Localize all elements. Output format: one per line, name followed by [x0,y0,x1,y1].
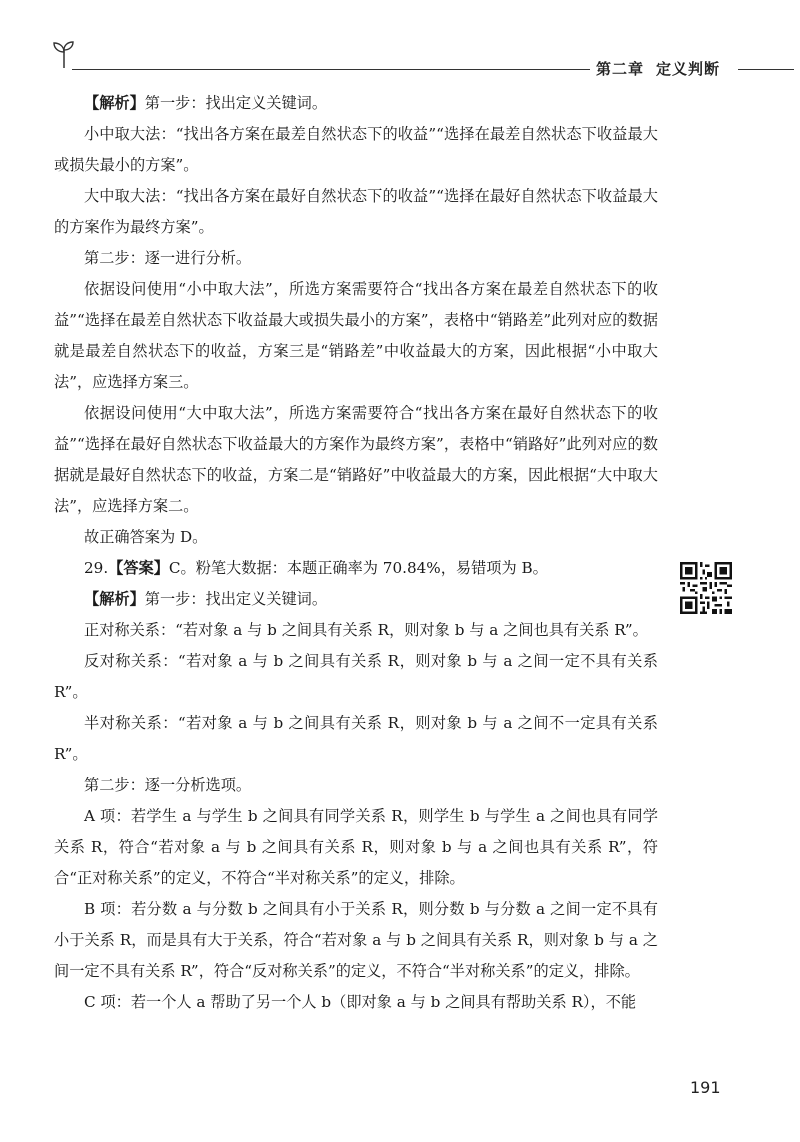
page-number: 191 [690,1078,721,1097]
paragraph-text: C。粉笔大数据：本题正确率为 70.84%，易错项为 B。 [168,559,548,577]
chapter-number: 第二章 [596,60,645,78]
paragraph: B 项：若分数 a 与分数 b 之间具有小于关系 R，则分数 b 与分数 a 之间一定不具有小于关系 R，而是具有大于关系，符合“若对象 a 与 b 之间具有关系 R，则对象 b 与 a 之间一定不具有关系 R”，符合“反对称关系”的定义，不符合“半对称关系”的定义，排除。 [54,900,658,980]
section-name: 定义判断 [656,60,721,78]
paragraph: 反对称关系：“若对象 a 与 b 之间具有关系 R，则对象 b 与 a 之间一定不具有关系 R”。 [54,652,658,701]
paragraph: 故正确答案为 D。 [84,528,208,546]
header-rule-left [72,69,590,70]
paragraph: 依据设问使用“小中取大法”，所选方案需要符合“找出各方案在最差自然状态下的收益”“选择在最差自然状态下收益最大或损失最小的方案”，表格中“销路差”此列对应的数据就是最差自然状态下的收益，方案三是“销路差”中收益最大的方案，因此根据“小中取大法”，应选择方案三。 [54,280,658,391]
sprout-icon [52,40,76,70]
paragraph: 第二步：逐一进行分析。 [84,249,252,267]
paragraph: 半对称关系：“若对象 a 与 b 之间具有关系 R，则对象 b 与 a 之间不一定具有关系 R”。 [54,714,658,763]
page-header [0,0,800,90]
qr-code-icon[interactable] [680,562,732,614]
paragraph [54,88,658,119]
paragraph: 第二步：逐一分析选项。 [84,776,252,794]
chapter-title [596,58,720,79]
paragraph: A 项：若学生 a 与学生 b 之间具有同学关系 R，则学生 b 与学生 a 之间也具有同学关系 R，符合“若对象 a 与 b 之间具有关系 R，则对象 b 与 a 之间也具有关系 R”，符合“正对称关系”的定义，不符合“半对称关系”的定义，排除。 [54,807,658,887]
paragraph [54,553,658,584]
paragraph: 小中取大法：“找出各方案在最差自然状态下的收益”“选择在最差自然状态下收益最大或损失最小的方案”。 [54,125,658,174]
paragraph-text: 第一步：找出定义关键词。 [144,94,327,112]
header-rule-right [738,69,794,70]
paragraph: 依据设问使用“大中取大法”，所选方案需要符合“找出各方案在最好自然状态下的收益”“选择在最好自然状态下收益最大的方案作为最终方案”，表格中“销路好”此列对应的数据就是最好自然状态下的收益，方案二是“销路好”中收益最大的方案，因此根据“大中取大法”，应选择方案二。 [54,404,658,515]
page-body [54,88,658,1018]
question-number: 29. [84,559,109,577]
answer-label: 【答案】 [108,559,169,577]
analysis-label: 【解析】 [84,94,145,112]
paragraph: 大中取大法：“找出各方案在最好自然状态下的收益”“选择在最好自然状态下收益最大的方案作为最终方案”。 [54,187,658,236]
paragraph: 正对称关系：“若对象 a 与 b 之间具有关系 R，则对象 b 与 a 之间也具有关系 R”。 [84,621,648,639]
paragraph [54,584,658,615]
analysis-label: 【解析】 [84,590,145,608]
paragraph-text: 第一步：找出定义关键词。 [144,590,327,608]
paragraph: C 项：若一个人 a 帮助了另一个人 b（即对象 a 与 b 之间具有帮助关系 R），不能 [84,993,637,1011]
